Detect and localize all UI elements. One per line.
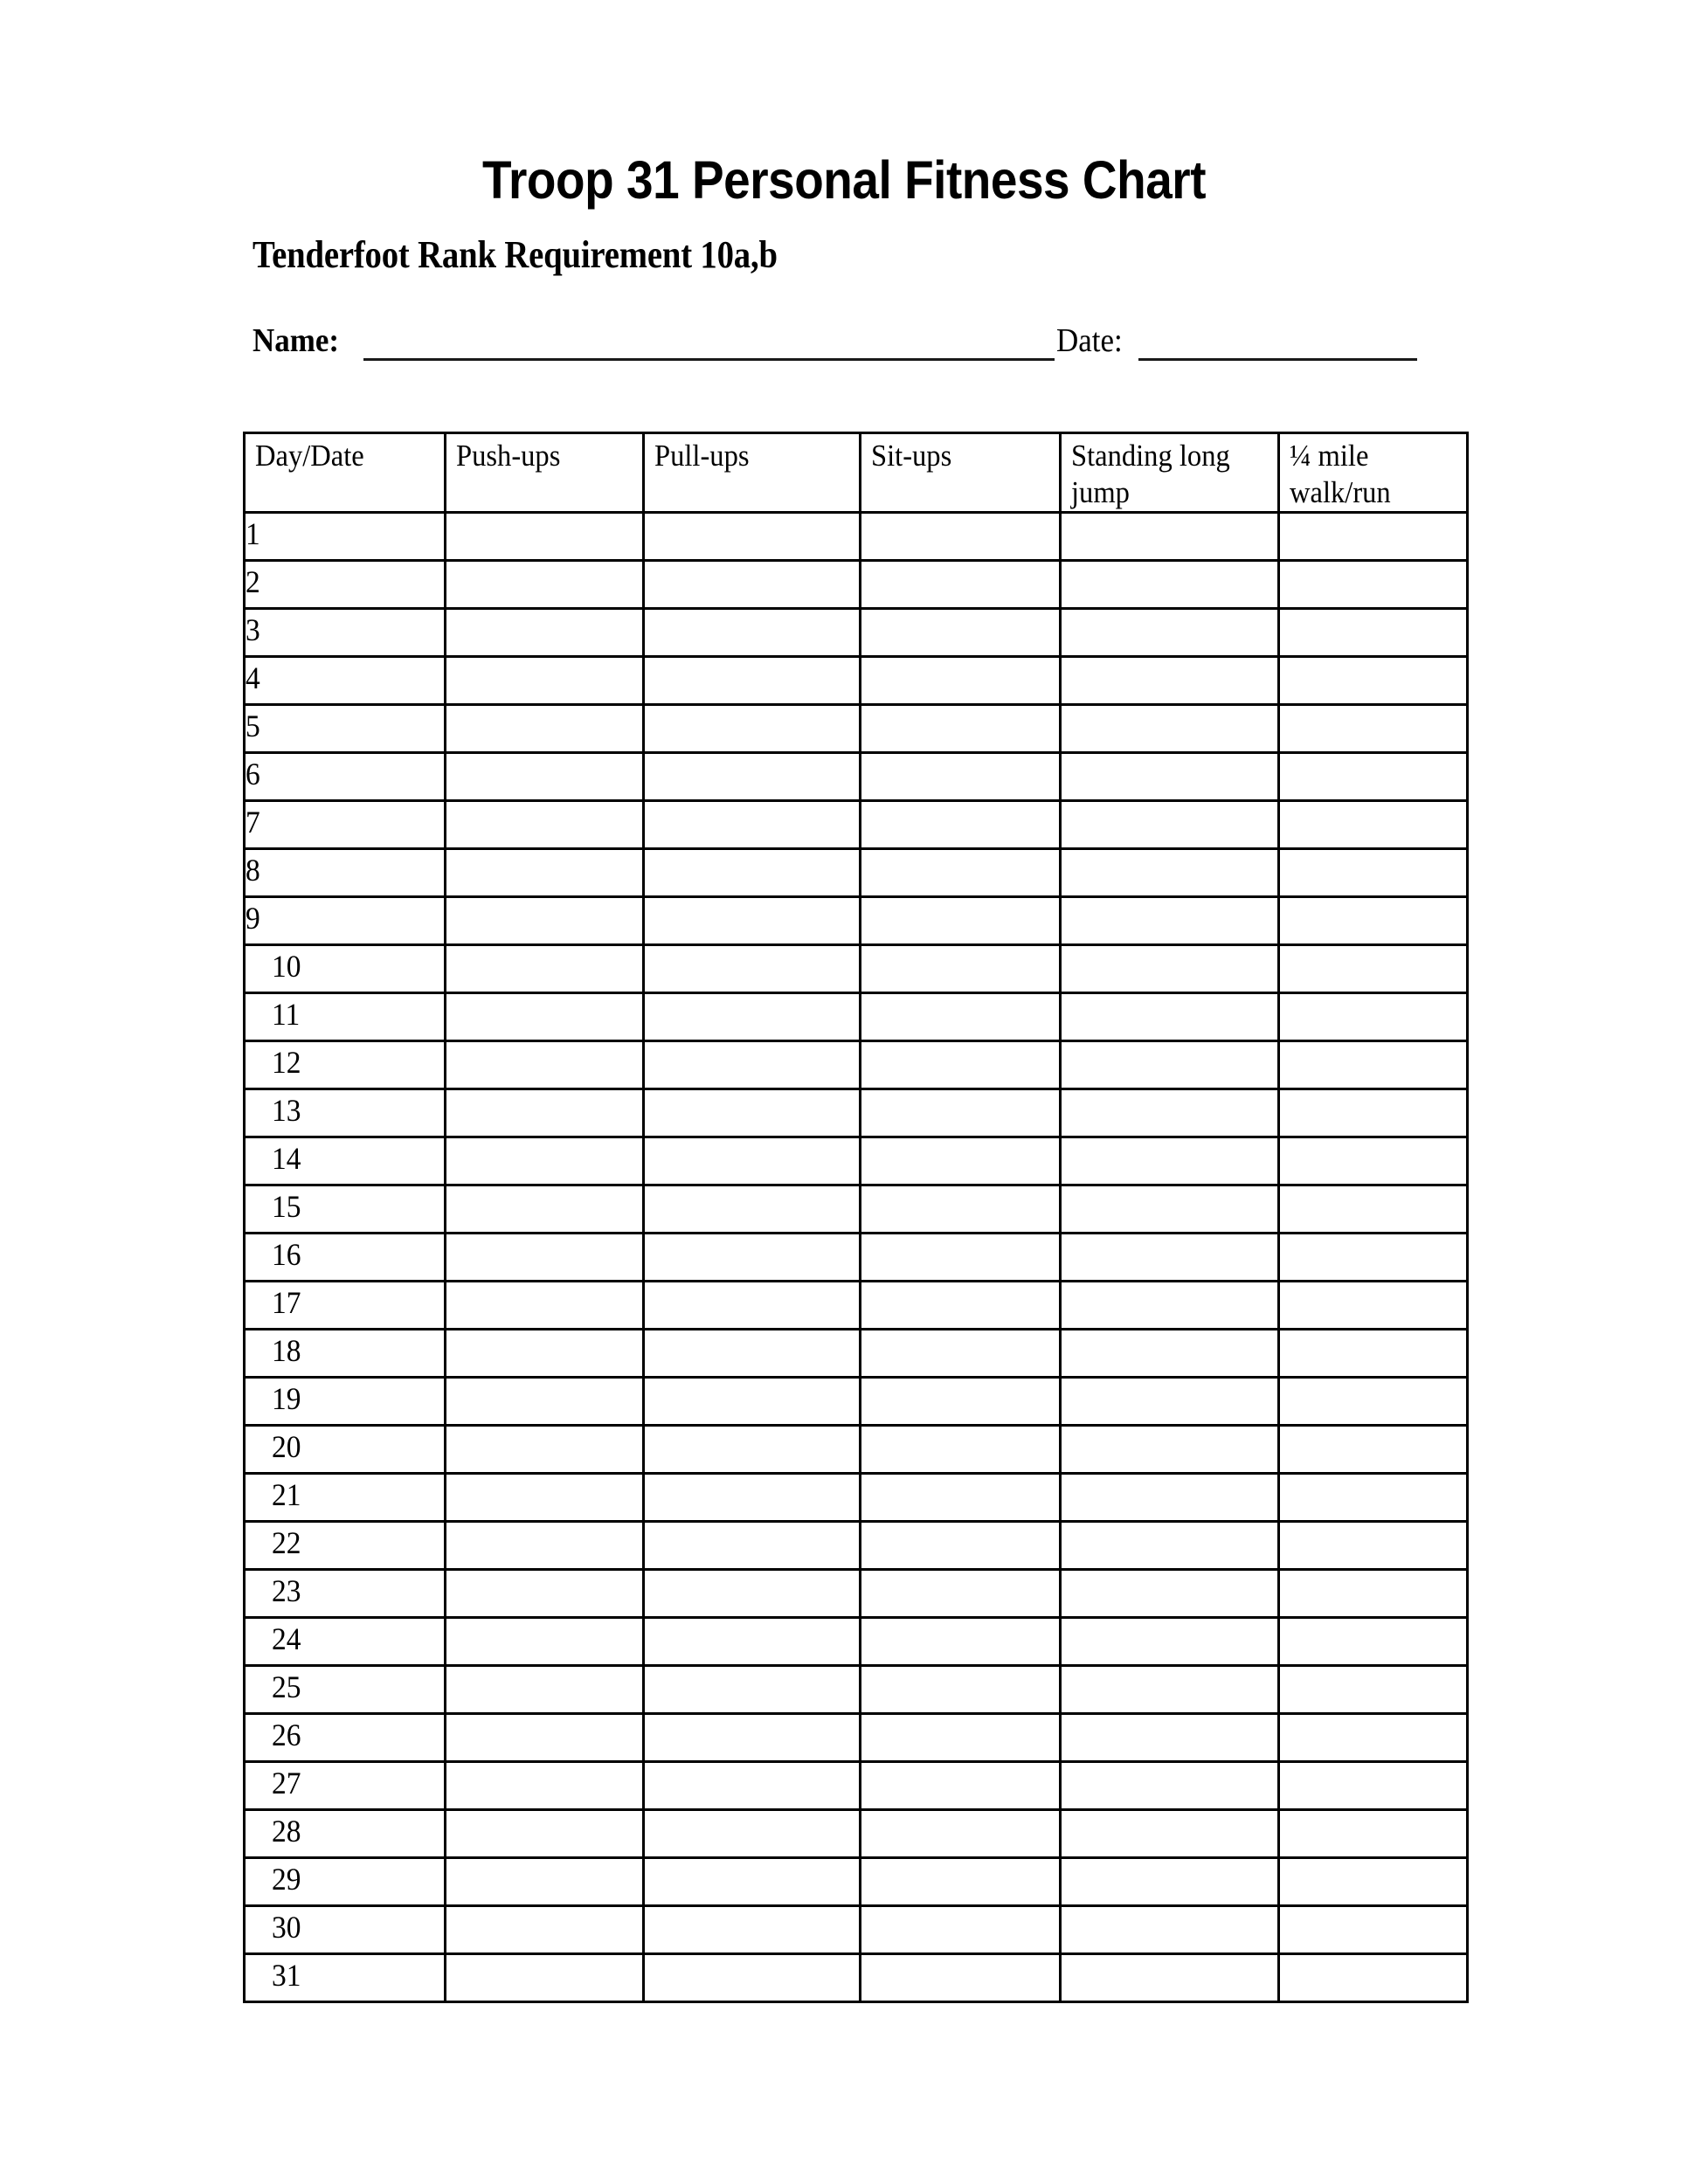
cell-standing-long-jump[interactable] [1061, 993, 1279, 1041]
cell-sit-ups[interactable] [861, 1522, 1061, 1570]
cell-pull-ups[interactable] [644, 1618, 861, 1666]
cell-standing-long-jump[interactable] [1061, 1234, 1279, 1282]
table-row [245, 1474, 1468, 1522]
cell-day-date [245, 1858, 446, 1906]
cell-standing-long-jump[interactable] [1061, 1666, 1279, 1714]
table-row [245, 1858, 1468, 1906]
cell-sit-ups[interactable] [861, 1282, 1061, 1330]
cell-sit-ups[interactable] [861, 1810, 1061, 1858]
cell-push-ups[interactable] [446, 1282, 644, 1330]
day-number: 18 [272, 1333, 301, 1368]
cell-quarter-mile-walk-run[interactable] [1279, 1041, 1468, 1089]
cell-quarter-mile-walk-run[interactable] [1279, 945, 1468, 993]
cell-day-date [245, 657, 446, 705]
cell-sit-ups[interactable] [861, 945, 1061, 993]
cell-quarter-mile-walk-run[interactable] [1279, 513, 1468, 561]
cell-standing-long-jump[interactable] [1061, 1954, 1279, 2002]
cell-pull-ups[interactable] [644, 561, 861, 609]
cell-pull-ups[interactable] [644, 1474, 861, 1522]
table-row [245, 1137, 1468, 1185]
day-number: 17 [272, 1285, 301, 1320]
cell-push-ups[interactable] [446, 801, 644, 849]
table-row [245, 1810, 1468, 1858]
date-label: Date: [1056, 322, 1123, 359]
cell-day-date [245, 1810, 446, 1858]
cell-pull-ups[interactable] [644, 1041, 861, 1089]
cell-day-date [245, 897, 446, 945]
table-row [245, 993, 1468, 1041]
cell-push-ups[interactable] [446, 513, 644, 561]
cell-standing-long-jump[interactable] [1061, 609, 1279, 657]
cell-pull-ups[interactable] [644, 1426, 861, 1474]
cell-sit-ups[interactable] [861, 513, 1061, 561]
cell-day-date [245, 801, 446, 849]
day-number: 10 [272, 949, 301, 984]
cell-push-ups[interactable] [446, 849, 644, 897]
table-row [245, 1089, 1468, 1137]
cell-standing-long-jump[interactable] [1061, 705, 1279, 753]
page-title: Troop 31 Personal Fitness Chart [481, 149, 1207, 210]
cell-pull-ups[interactable] [644, 657, 861, 705]
cell-push-ups[interactable] [446, 1762, 644, 1810]
cell-standing-long-jump[interactable] [1061, 1282, 1279, 1330]
cell-standing-long-jump[interactable] [1061, 1426, 1279, 1474]
cell-standing-long-jump[interactable] [1061, 1810, 1279, 1858]
table-row [245, 1570, 1468, 1618]
cell-day-date [245, 1137, 446, 1185]
cell-sit-ups[interactable] [861, 1618, 1061, 1666]
name-label: Name: [253, 322, 340, 359]
day-number: 30 [272, 1910, 301, 1945]
column-header-label: Standing long jump [1071, 439, 1230, 509]
cell-quarter-mile-walk-run[interactable] [1279, 1330, 1468, 1378]
cell-standing-long-jump[interactable] [1061, 849, 1279, 897]
table-row [245, 753, 1468, 801]
cell-day-date [245, 1522, 446, 1570]
cell-pull-ups[interactable] [644, 1089, 861, 1137]
column-header-push-ups [446, 433, 644, 513]
cell-pull-ups[interactable] [644, 753, 861, 801]
cell-quarter-mile-walk-run[interactable] [1279, 1954, 1468, 2002]
cell-pull-ups[interactable] [644, 1234, 861, 1282]
day-number: 5 [246, 708, 260, 743]
cell-pull-ups[interactable] [644, 1858, 861, 1906]
cell-sit-ups[interactable] [861, 993, 1061, 1041]
table-row [245, 1185, 1468, 1234]
cell-pull-ups[interactable] [644, 1954, 861, 2002]
cell-quarter-mile-walk-run[interactable] [1279, 1858, 1468, 1906]
cell-quarter-mile-walk-run[interactable] [1279, 609, 1468, 657]
cell-push-ups[interactable] [446, 705, 644, 753]
cell-pull-ups[interactable] [644, 1906, 861, 1954]
cell-quarter-mile-walk-run[interactable] [1279, 1666, 1468, 1714]
cell-push-ups[interactable] [446, 1858, 644, 1906]
column-header-day-date [245, 433, 446, 513]
cell-push-ups[interactable] [446, 1954, 644, 2002]
fitness-log-table [243, 432, 1469, 2003]
cell-push-ups[interactable] [446, 1906, 644, 1954]
cell-quarter-mile-walk-run[interactable] [1279, 1378, 1468, 1426]
cell-day-date [245, 1089, 446, 1137]
cell-sit-ups[interactable] [861, 1137, 1061, 1185]
cell-push-ups[interactable] [446, 1234, 644, 1282]
cell-pull-ups[interactable] [644, 1330, 861, 1378]
cell-push-ups[interactable] [446, 897, 644, 945]
day-number: 19 [272, 1381, 301, 1416]
cell-sit-ups[interactable] [861, 1474, 1061, 1522]
cell-quarter-mile-walk-run[interactable] [1279, 705, 1468, 753]
cell-day-date [245, 1330, 446, 1378]
cell-quarter-mile-walk-run[interactable] [1279, 657, 1468, 705]
cell-day-date [245, 1185, 446, 1234]
cell-standing-long-jump[interactable] [1061, 1185, 1279, 1234]
day-number: 7 [246, 805, 260, 840]
day-number: 8 [246, 853, 260, 888]
cell-pull-ups[interactable] [644, 1282, 861, 1330]
cell-sit-ups[interactable] [861, 561, 1061, 609]
cell-push-ups[interactable] [446, 1137, 644, 1185]
cell-sit-ups[interactable] [861, 1858, 1061, 1906]
table-body [245, 513, 1468, 2002]
cell-push-ups[interactable] [446, 1330, 644, 1378]
day-number: 15 [272, 1189, 301, 1224]
table-row [245, 1618, 1468, 1666]
cell-standing-long-jump[interactable] [1061, 561, 1279, 609]
cell-standing-long-jump[interactable] [1061, 897, 1279, 945]
cell-quarter-mile-walk-run[interactable] [1279, 1714, 1468, 1762]
cell-push-ups[interactable] [446, 1714, 644, 1762]
cell-day-date [245, 1378, 446, 1426]
page-subtitle: Tenderfoot Rank Requirement 10a,b [253, 232, 778, 276]
table-row [245, 1906, 1468, 1954]
cell-push-ups[interactable] [446, 1570, 644, 1618]
name-input-line[interactable] [363, 358, 1055, 361]
cell-quarter-mile-walk-run[interactable] [1279, 1137, 1468, 1185]
cell-standing-long-jump[interactable] [1061, 1041, 1279, 1089]
table-row [245, 1041, 1468, 1089]
cell-sit-ups[interactable] [861, 1378, 1061, 1426]
table-row [245, 1378, 1468, 1426]
cell-standing-long-jump[interactable] [1061, 1618, 1279, 1666]
day-number: 14 [272, 1141, 301, 1176]
cell-standing-long-jump[interactable] [1061, 1906, 1279, 1954]
cell-standing-long-jump[interactable] [1061, 1378, 1279, 1426]
column-header-label: Pull-ups [654, 439, 750, 473]
day-number: 12 [272, 1045, 301, 1080]
day-number: 13 [272, 1093, 301, 1128]
cell-day-date [245, 1234, 446, 1282]
cell-standing-long-jump[interactable] [1061, 753, 1279, 801]
day-number: 28 [272, 1814, 301, 1849]
cell-standing-long-jump[interactable] [1061, 1089, 1279, 1137]
cell-pull-ups[interactable] [644, 705, 861, 753]
cell-pull-ups[interactable] [644, 1185, 861, 1234]
cell-push-ups[interactable] [446, 1666, 644, 1714]
cell-day-date [245, 1714, 446, 1762]
cell-push-ups[interactable] [446, 1426, 644, 1474]
cell-day-date [245, 1906, 446, 1954]
column-header-standing-long-jump [1061, 433, 1279, 513]
cell-pull-ups[interactable] [644, 1666, 861, 1714]
cell-push-ups[interactable] [446, 1474, 644, 1522]
cell-quarter-mile-walk-run[interactable] [1279, 897, 1468, 945]
day-number: 22 [272, 1525, 301, 1560]
column-header-label: Sit-ups [871, 439, 952, 473]
table-row [245, 1762, 1468, 1810]
cell-day-date [245, 1282, 446, 1330]
cell-push-ups[interactable] [446, 1089, 644, 1137]
day-number: 9 [246, 901, 260, 936]
cell-pull-ups[interactable] [644, 1570, 861, 1618]
day-number: 25 [272, 1669, 301, 1704]
cell-quarter-mile-walk-run[interactable] [1279, 1185, 1468, 1234]
column-header-label: Push-ups [456, 439, 561, 473]
cell-day-date [245, 1474, 446, 1522]
cell-pull-ups[interactable] [644, 609, 861, 657]
cell-day-date [245, 561, 446, 609]
day-number: 16 [272, 1237, 301, 1272]
column-header-pull-ups [644, 433, 861, 513]
cell-quarter-mile-walk-run[interactable] [1279, 993, 1468, 1041]
table-row [245, 513, 1468, 561]
cell-sit-ups[interactable] [861, 705, 1061, 753]
cell-pull-ups[interactable] [644, 513, 861, 561]
cell-quarter-mile-walk-run[interactable] [1279, 801, 1468, 849]
cell-day-date [245, 1666, 446, 1714]
cell-push-ups[interactable] [446, 1378, 644, 1426]
day-number: 3 [246, 612, 260, 647]
table-row [245, 561, 1468, 609]
cell-standing-long-jump[interactable] [1061, 945, 1279, 993]
cell-day-date [245, 753, 446, 801]
cell-standing-long-jump[interactable] [1061, 1714, 1279, 1762]
table-row [245, 1426, 1468, 1474]
table-row [245, 657, 1468, 705]
cell-standing-long-jump[interactable] [1061, 657, 1279, 705]
cell-sit-ups[interactable] [861, 753, 1061, 801]
cell-pull-ups[interactable] [644, 993, 861, 1041]
cell-pull-ups[interactable] [644, 1137, 861, 1185]
column-header-quarter-mile-walk-run [1279, 433, 1468, 513]
cell-day-date [245, 609, 446, 657]
cell-pull-ups[interactable] [644, 1522, 861, 1570]
cell-standing-long-jump[interactable] [1061, 1570, 1279, 1618]
table-row [245, 1666, 1468, 1714]
cell-pull-ups[interactable] [644, 897, 861, 945]
day-number: 20 [272, 1429, 301, 1464]
table-row [245, 945, 1468, 993]
cell-push-ups[interactable] [446, 753, 644, 801]
cell-sit-ups[interactable] [861, 1330, 1061, 1378]
cell-push-ups[interactable] [446, 657, 644, 705]
cell-sit-ups[interactable] [861, 801, 1061, 849]
table-row [245, 705, 1468, 753]
table-row [245, 1330, 1468, 1378]
cell-push-ups[interactable] [446, 993, 644, 1041]
cell-day-date [245, 945, 446, 993]
column-header-label: Day/Date [255, 439, 364, 473]
table-row [245, 897, 1468, 945]
name-date-row [0, 321, 1688, 367]
cell-standing-long-jump[interactable] [1061, 801, 1279, 849]
cell-sit-ups[interactable] [861, 657, 1061, 705]
cell-sit-ups[interactable] [861, 1906, 1061, 1954]
column-header-label: ¼ mile walk/run [1290, 439, 1391, 509]
cell-sit-ups[interactable] [861, 1570, 1061, 1618]
cell-push-ups[interactable] [446, 1810, 644, 1858]
cell-push-ups[interactable] [446, 609, 644, 657]
cell-day-date [245, 513, 446, 561]
cell-quarter-mile-walk-run[interactable] [1279, 753, 1468, 801]
day-number: 31 [272, 1958, 301, 1993]
day-number: 27 [272, 1766, 301, 1800]
cell-sit-ups[interactable] [861, 1185, 1061, 1234]
column-header-sit-ups [861, 433, 1061, 513]
day-number: 6 [246, 757, 260, 791]
cell-sit-ups[interactable] [861, 609, 1061, 657]
cell-push-ups[interactable] [446, 561, 644, 609]
day-number: 29 [272, 1862, 301, 1897]
table-row [245, 1954, 1468, 2002]
cell-day-date [245, 993, 446, 1041]
cell-pull-ups[interactable] [644, 1810, 861, 1858]
cell-push-ups[interactable] [446, 1185, 644, 1234]
cell-sit-ups[interactable] [861, 1426, 1061, 1474]
cell-push-ups[interactable] [446, 945, 644, 993]
cell-sit-ups[interactable] [861, 897, 1061, 945]
table-row [245, 1522, 1468, 1570]
cell-quarter-mile-walk-run[interactable] [1279, 1474, 1468, 1522]
cell-quarter-mile-walk-run[interactable] [1279, 849, 1468, 897]
cell-quarter-mile-walk-run[interactable] [1279, 1522, 1468, 1570]
cell-sit-ups[interactable] [861, 1666, 1061, 1714]
cell-sit-ups[interactable] [861, 1954, 1061, 2002]
cell-standing-long-jump[interactable] [1061, 1137, 1279, 1185]
day-number: 2 [246, 564, 260, 599]
cell-sit-ups[interactable] [861, 1089, 1061, 1137]
cell-sit-ups[interactable] [861, 849, 1061, 897]
cell-standing-long-jump[interactable] [1061, 1474, 1279, 1522]
day-number: 23 [272, 1573, 301, 1608]
table-header-row [245, 433, 1468, 513]
day-number: 24 [272, 1621, 301, 1656]
cell-day-date [245, 705, 446, 753]
cell-standing-long-jump[interactable] [1061, 1522, 1279, 1570]
date-input-line[interactable] [1138, 358, 1417, 361]
cell-push-ups[interactable] [446, 1522, 644, 1570]
cell-pull-ups[interactable] [644, 1378, 861, 1426]
cell-quarter-mile-walk-run[interactable] [1279, 1906, 1468, 1954]
cell-day-date [245, 1618, 446, 1666]
table-row [245, 1282, 1468, 1330]
cell-pull-ups[interactable] [644, 945, 861, 993]
cell-pull-ups[interactable] [644, 1762, 861, 1810]
cell-quarter-mile-walk-run[interactable] [1279, 1426, 1468, 1474]
cell-day-date [245, 1426, 446, 1474]
table-row [245, 801, 1468, 849]
cell-push-ups[interactable] [446, 1618, 644, 1666]
cell-quarter-mile-walk-run[interactable] [1279, 1282, 1468, 1330]
cell-quarter-mile-walk-run[interactable] [1279, 1234, 1468, 1282]
cell-sit-ups[interactable] [861, 1234, 1061, 1282]
cell-push-ups[interactable] [446, 1041, 644, 1089]
table-row [245, 1714, 1468, 1762]
cell-quarter-mile-walk-run[interactable] [1279, 561, 1468, 609]
table-row [245, 609, 1468, 657]
cell-day-date [245, 1041, 446, 1089]
cell-standing-long-jump[interactable] [1061, 513, 1279, 561]
day-number: 4 [246, 660, 260, 695]
cell-quarter-mile-walk-run[interactable] [1279, 1762, 1468, 1810]
cell-quarter-mile-walk-run[interactable] [1279, 1089, 1468, 1137]
cell-pull-ups[interactable] [644, 1714, 861, 1762]
cell-sit-ups[interactable] [861, 1714, 1061, 1762]
day-number: 21 [272, 1477, 301, 1512]
day-number: 26 [272, 1717, 301, 1752]
cell-standing-long-jump[interactable] [1061, 1330, 1279, 1378]
cell-pull-ups[interactable] [644, 801, 861, 849]
day-number: 11 [272, 997, 301, 1032]
cell-quarter-mile-walk-run[interactable] [1279, 1810, 1468, 1858]
cell-pull-ups[interactable] [644, 849, 861, 897]
cell-sit-ups[interactable] [861, 1762, 1061, 1810]
cell-standing-long-jump[interactable] [1061, 1858, 1279, 1906]
cell-day-date [245, 1762, 446, 1810]
cell-quarter-mile-walk-run[interactable] [1279, 1618, 1468, 1666]
cell-day-date [245, 849, 446, 897]
cell-quarter-mile-walk-run[interactable] [1279, 1570, 1468, 1618]
cell-standing-long-jump[interactable] [1061, 1762, 1279, 1810]
table-row [245, 849, 1468, 897]
cell-day-date [245, 1570, 446, 1618]
cell-day-date [245, 1954, 446, 2002]
day-number: 1 [246, 516, 260, 551]
cell-sit-ups[interactable] [861, 1041, 1061, 1089]
table-row [245, 1234, 1468, 1282]
